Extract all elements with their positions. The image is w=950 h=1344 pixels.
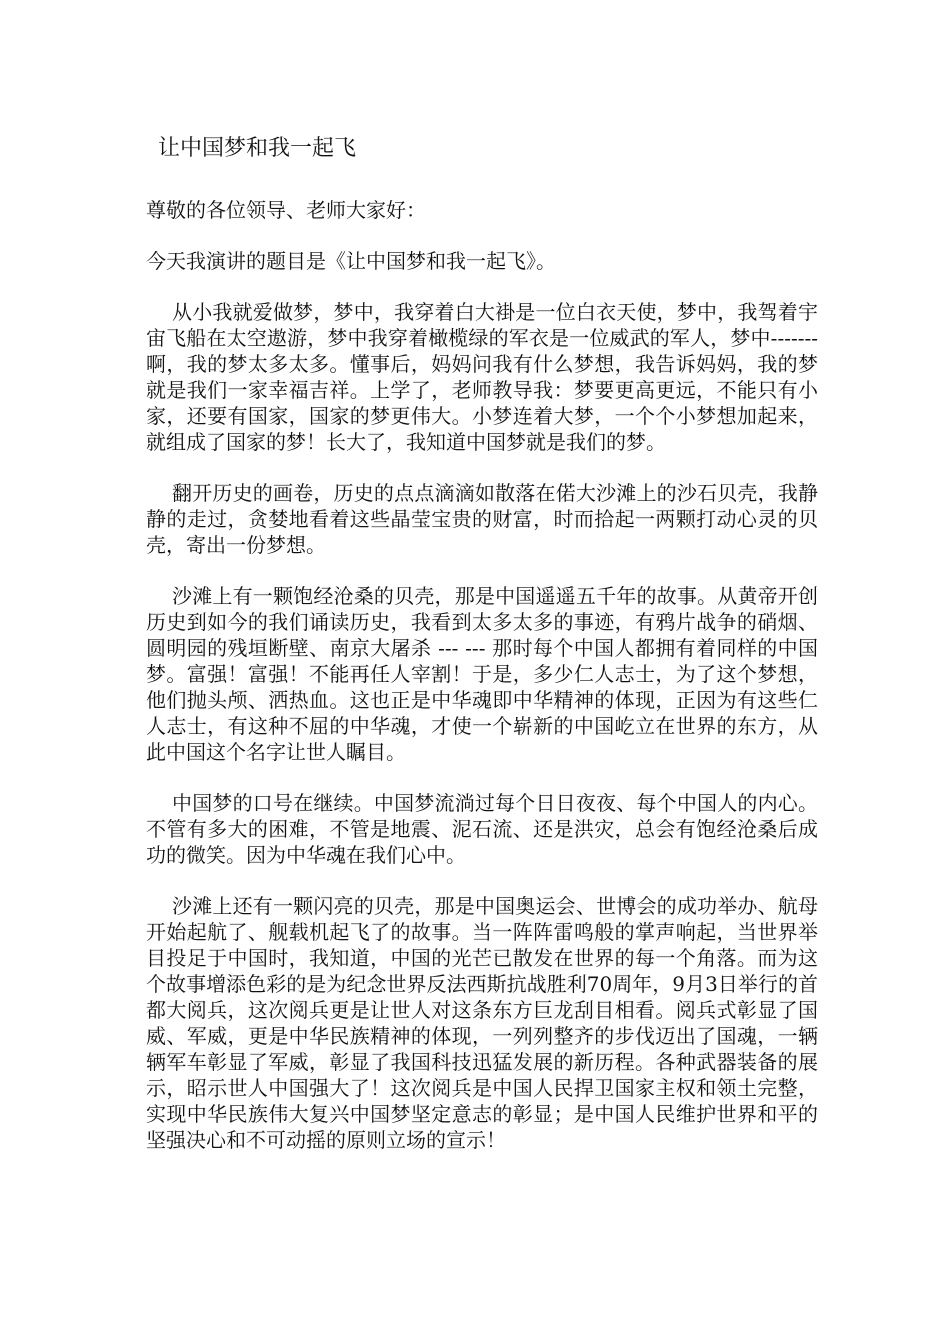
document-title: 让中国梦和我一起飞 xyxy=(158,136,357,161)
paragraph-childhood-dreams: 从小我就爱做梦，梦中，我穿着白大褂是一位白衣天使，梦中，我驾着宇宙飞船在太空遨游，梦中我穿着橄榄绿的军衣是一位威武的军人，梦中-------啊，我的梦太多太多。懂事后，妈妈问我有什么梦想，我告诉妈妈，我的梦就是我们一家幸福吉祥。上学了，老师教导我：梦要更高更远，不能只有小家，还要有国家，国家的梦更伟大。小梦连着大梦，一个个小梦想加起来，就组成了国家的梦！长大了，我知道中国梦就是我们的梦。 xyxy=(146,300,818,454)
document-body xyxy=(146,197,818,1178)
paragraph-history-scroll: 翻开历史的画卷，历史的点点滴滴如散落在偌大沙滩上的沙石贝壳，我静静的走过，贪婪地看着这些晶莹宝贵的财富，时而拾起一两颗打动心灵的贝壳，寄出一份梦想。 xyxy=(146,481,818,557)
paragraph-five-thousand-years: 沙滩上有一颗饱经沧桑的贝壳，那是中国遥遥五千年的故事。从黄帝开创历史到如今的我们诵读历史，我看到太多太多的事迹，有鸦片战争的硝烟、圆明园的残垣断壁、南京大屠杀 --- --- 那时每个中国人都拥有着同样的中国梦。富强！富强！不能再任人宰割！于是，多少仁人志士，为了这个梦想，他们抛头颅、洒热血。这也正是中华魂即中华精神的体现，正因为有这些仁人志士，有这种不屈的中华魂，才使一个崭新的中国屹立在世界的东方，从此中国这个名字让世人瞩目。 xyxy=(146,584,818,764)
paragraph-slogan-continues: 中国梦的口号在继续。中国梦流淌过每个日日夜夜、每个中国人的内心。不管有多大的困难，不管是地震、泥石流、还是洪灾，总会有饱经沧桑后成功的微笑。因为中华魂在我们心中。 xyxy=(146,791,818,867)
intro-line: 今天我演讲的题目是《让中国梦和我一起飞》。 xyxy=(146,249,556,273)
greeting-line: 尊敬的各位领导、老师大家好： xyxy=(146,198,426,222)
paragraph-shining-shell: 沙滩上还有一颗闪亮的贝壳，那是中国奥运会、世博会的成功举办、航母开始起航了、舰载机起飞了的故事。当一阵阵雷鸣般的掌声响起，当世界举目投足于中国时，我知道，中国的光芒已散发在世界的每一个角落。而为这个故事增添色彩的是为纪念世界反法西斯抗战胜利70周年，9月3日举行的首都大阅兵，这次阅兵更是让世人对这条东方巨龙刮目相看。阅兵式彰显了国威、军威，更是中华民族精神的体现，一列列整齐的步伐迈出了国魂，一辆辆军车彰显了军威，彰显了我国科技迅猛发展的新历程。各种武器装备的展示，昭示世人中国强大了！这次阅兵是中国人民捍卫国家主权和领土完整，实现中华民族伟大复兴中国梦坚定意志的彰显；是中国人民维护世界和平的坚强决心和不可动摇的原则立场的宣示！ xyxy=(146,894,818,1152)
